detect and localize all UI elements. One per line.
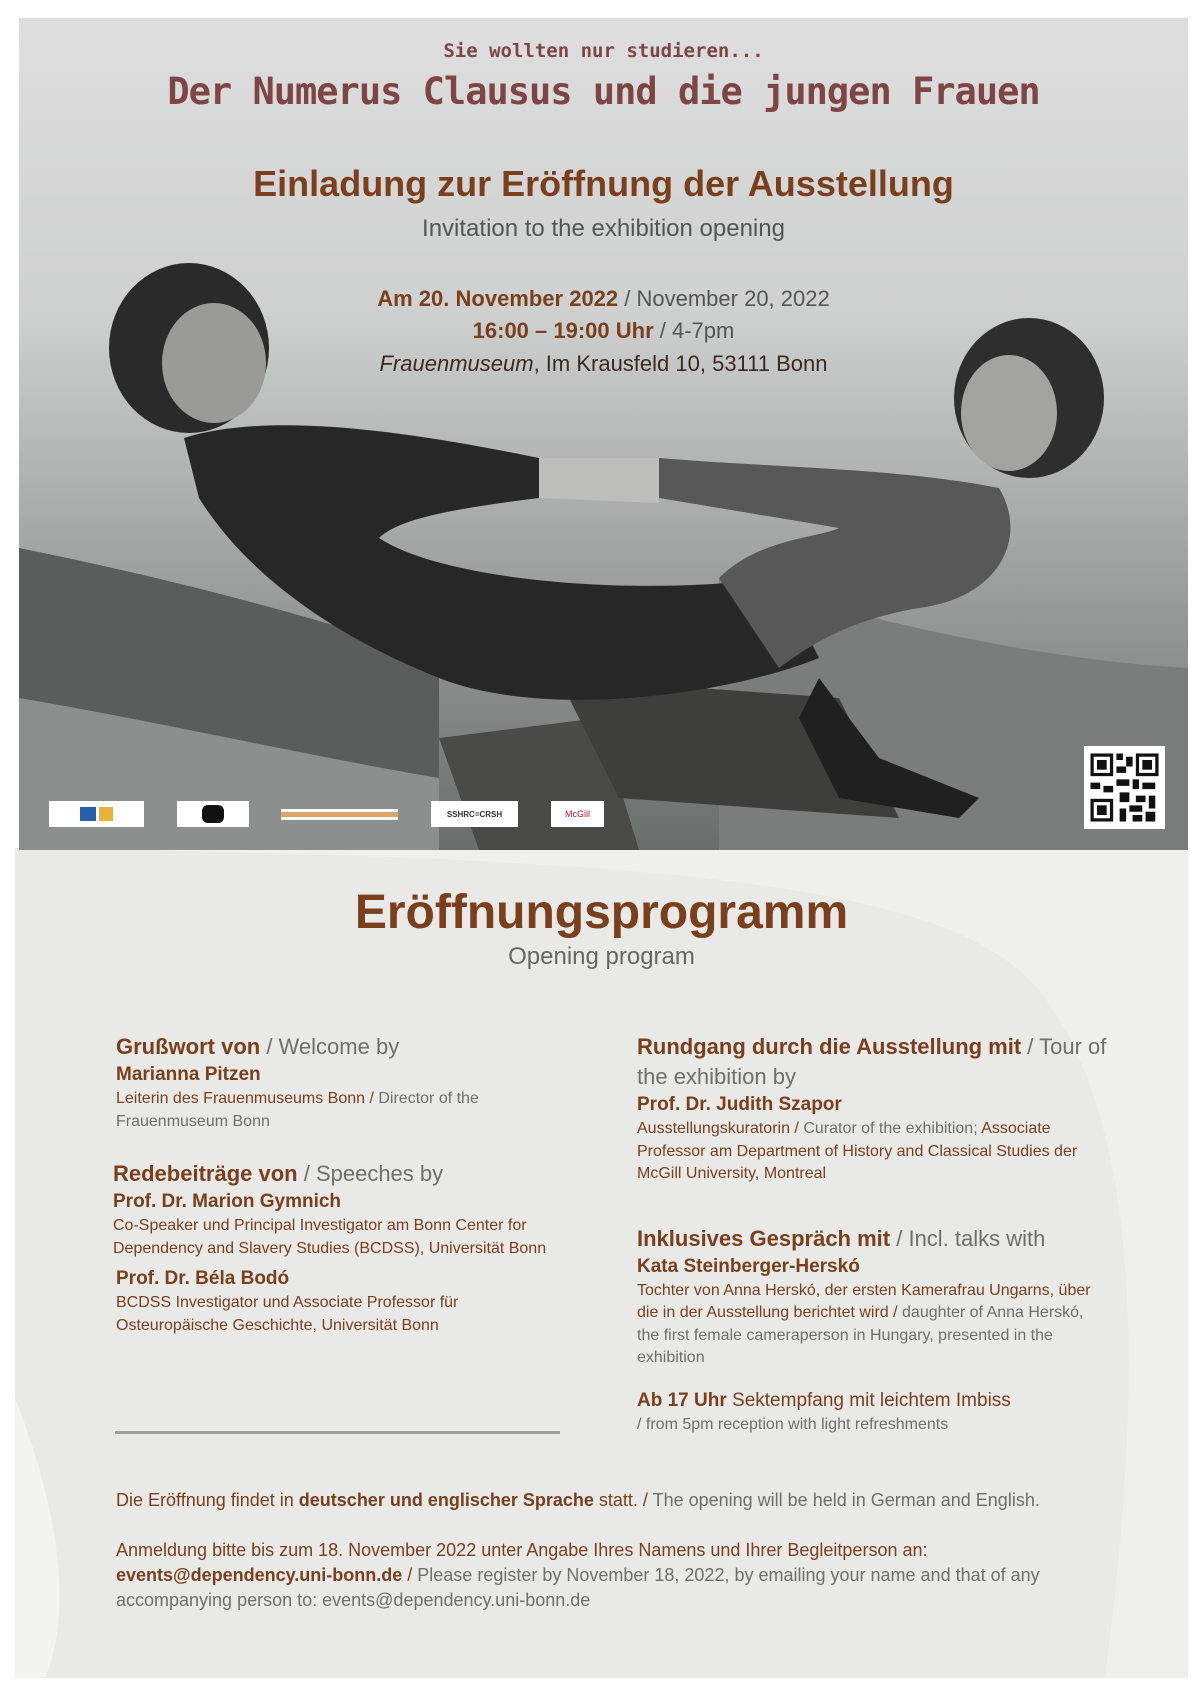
speaker-description: Co-Speaker und Principal Investigator am Bonn Center for Dependency and Slavery Studies (BCDSS), Universität Bonn xyxy=(113,1217,547,1257)
speaker-description: BCDSS Investigator und Associate Professor für Osteuropäische Geschichte, Universität Bonn xyxy=(116,1294,459,1334)
heading-en: / Speeches by xyxy=(297,1161,444,1186)
heading-de: Inklusives Gespräch mit xyxy=(637,1225,897,1251)
desc-en: Curator of the exhibition; xyxy=(803,1120,982,1137)
speaker-name: Prof. Dr. Judith Szapor xyxy=(637,1094,842,1115)
invitation-heading: Einladung zur Eröffnung der Ausstellung xyxy=(253,163,954,204)
speaker-name: Prof. Dr. Béla Bodó xyxy=(116,1268,290,1289)
reception-time: Ab 17 Uhr xyxy=(637,1389,727,1411)
heading-en: / Incl. talks with xyxy=(896,1225,1046,1251)
logo-uni-bonn-bcdss xyxy=(49,801,144,827)
registration-note xyxy=(116,1538,1116,1613)
hero-photo xyxy=(19,18,1188,850)
invitation-subheading: Invitation to the exhibition opening xyxy=(422,215,785,242)
desc-de: Ausstellungskuratorin / xyxy=(637,1120,804,1137)
reception-line xyxy=(637,1388,1117,1414)
lang-de-bold: deutscher und englischer Sprache xyxy=(298,1490,594,1510)
registration-email-link[interactable]: events@dependency.uni-bonn.de xyxy=(116,1565,403,1585)
event-venue xyxy=(19,351,1188,377)
divider xyxy=(115,1431,560,1434)
desc-en: daughter of Anna Herskó, the first female cameraperson in Hungary, presented in the exhibition xyxy=(637,1304,1084,1366)
heading-en: / Tour of the exhibition by xyxy=(637,1034,1107,1089)
speaker-name: Kata Steinberger-Herskó xyxy=(637,1255,860,1277)
language-note xyxy=(116,1488,1176,1513)
desc-de: Leiterin des Frauenmuseums Bonn / xyxy=(116,1090,379,1107)
heading-de: Rundgang durch die Ausstellung mit xyxy=(637,1034,1022,1059)
venue-name: Frauenmuseum xyxy=(379,351,534,376)
speaker-description xyxy=(116,1088,536,1133)
kicker: Sie wollten nur studieren... xyxy=(443,40,764,62)
speeches-heading xyxy=(113,1159,576,1189)
event-time xyxy=(19,318,1188,344)
speaker-description xyxy=(637,1118,1117,1186)
lang-en: The opening will be held in German and English. xyxy=(652,1490,1040,1510)
time-en: / 4-7pm xyxy=(653,318,735,343)
date-de: Am 20. November 2022 xyxy=(377,286,619,311)
qr-code[interactable] xyxy=(1084,746,1165,829)
exhibition-title: Der Numerus Clausus und die jungen Frauen xyxy=(167,70,1040,113)
registration-de: Anmeldung bitte bis zum 18. November 2022 unter Angabe Ihres Namens und Ihrer Begleitperson an: xyxy=(116,1540,928,1560)
program-right-column xyxy=(637,1032,1117,1436)
heading-de: Grußwort von xyxy=(116,1034,261,1059)
separator: / xyxy=(402,1565,418,1585)
logo-pencil xyxy=(281,809,398,820)
program-left-column xyxy=(113,1032,576,1337)
date-en: / November 20, 2022 xyxy=(618,286,830,311)
lang-de-2: statt. / xyxy=(593,1490,653,1510)
program-subtitle: Opening program xyxy=(508,943,695,970)
speaker-name: Marianna Pitzen xyxy=(116,1064,261,1085)
reception-de: Sektempfang mit leichtem Imbiss xyxy=(726,1389,1011,1411)
desc-en: Director of the Frauenmuseum Bonn xyxy=(116,1090,479,1130)
tour-heading xyxy=(637,1032,1117,1092)
venue-address: , Im Krausfeld 10, 53111 Bonn xyxy=(533,351,828,376)
time-de: 16:00 – 19:00 Uhr xyxy=(472,318,654,343)
talks-heading xyxy=(637,1224,1117,1254)
lang-de: Die Eröffnung findet in xyxy=(116,1490,299,1510)
photo-illustration xyxy=(19,18,1188,850)
speaker-description xyxy=(637,1280,1107,1370)
desc-de: Tochter von Anna Herskó, der ersten Kamerafrau Ungarns, über die in der Ausstellung berichtet wird / xyxy=(637,1281,1091,1321)
program-title: Eröffnungsprogramm xyxy=(354,886,849,939)
logo-frauenmuseum xyxy=(177,801,249,827)
logo-sshrc-crsh: SSHRC=CRSH xyxy=(431,801,518,827)
reception-en: / from 5pm reception with light refreshments xyxy=(637,1415,949,1433)
heading-en: / Welcome by xyxy=(260,1034,400,1059)
registration-en: Please register by November 18, 2022, by emailing your name and that of any accompanying person to: events@dependency.uni-bonn.de xyxy=(116,1565,1040,1610)
desc-de-2: Associate Professor am Department of History and Classical Studies der McGill University, Montreal xyxy=(637,1120,1078,1182)
event-date xyxy=(19,286,1188,312)
heading-de: Redebeiträge von xyxy=(113,1161,298,1186)
logo-mcgill: McGill xyxy=(551,801,604,827)
welcome-heading xyxy=(116,1032,576,1062)
speaker-name: Prof. Dr. Marion Gymnich xyxy=(113,1191,342,1212)
